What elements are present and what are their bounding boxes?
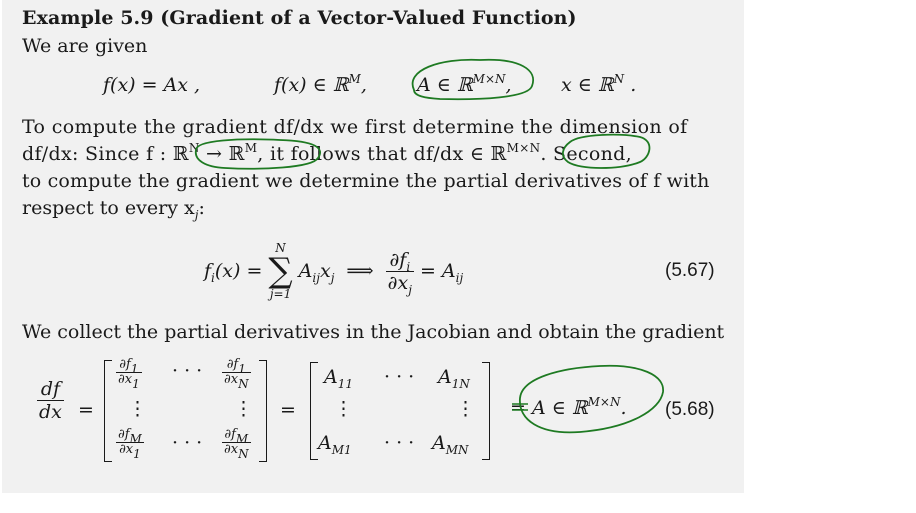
para1-line2: df/dx: Since f : ℝ$^N$ → ℝ$^M$, it follows that df/dx ∈ ℝ$^{M\times N}$. Second, (22, 141, 632, 165)
eq-number-568: (5.68) (665, 399, 715, 420)
eq1-x-in: x ∈ ℝ$^N$ . (561, 72, 637, 96)
sum-symbol: N ∑ j=1 (268, 241, 293, 301)
ink-circle-rn-to-rm (196, 139, 320, 168)
ink-circle-a-rmn-eq568 (520, 366, 663, 433)
eq2-body: $f_i(x)$ = N ∑ j=1 $A_{ij}x_j$ ⟹ $\frac{\partial f_i}{\partial x_j}$ = $A_{ij}$ (204, 241, 464, 301)
jacobian-df1-dxN: $\frac{\partial f_1}{\partial x_N}$ (224, 357, 249, 391)
para1-line3: to compute the gradient we determine the partial derivatives of f with (22, 170, 710, 192)
jacobian-dfM-dxN: $\frac{\partial f_M}{\partial x_N}$ (224, 427, 249, 461)
jacobian-df1-dx1: $\frac{\partial f_1}{\partial x_1}$ (118, 357, 140, 391)
para2-text: We collect the partial derivatives in the Jacobian and obtain the gradient (22, 321, 725, 343)
eq3-equals-2: = (280, 399, 296, 421)
eq3-lhs: $\frac{df}{dx}$ (39, 378, 62, 423)
intro-text: We are given (22, 35, 148, 57)
matrix-amn: $A_{MN}$ (432, 432, 469, 457)
eq1-f-in: f(x) ∈ ℝ$^M$, (274, 72, 367, 96)
matrix-am1: $A_{M1}$ (318, 432, 352, 457)
eq1-f-def: f(x) = Ax , (103, 74, 201, 96)
eq3-equals-1: = (78, 399, 94, 421)
eq-number-567: (5.67) (665, 260, 715, 281)
matrix-hdots-top: · · · (384, 366, 415, 388)
ink-circle-rmn-para (563, 135, 650, 168)
jacobian-hdots-bottom: · · · (172, 432, 203, 454)
jacobian-dfM-dx1: $\frac{\partial f_M}{\partial x_1}$ (118, 427, 142, 461)
para1-line1: To compute the gradient df/dx we first determine the dimension of (22, 116, 688, 138)
jacobian-hdots-top: · · · (172, 360, 203, 382)
eq3-rhs: = A ∈ ℝ$^{M\times N}$. (510, 395, 627, 419)
matrix-hdots-bottom: · · · (384, 432, 415, 454)
matrix-vdots-left: ⋮ (334, 398, 353, 420)
matrix-vdots-right: ⋮ (456, 398, 475, 420)
eq1-a-in: A ∈ ℝ$^{M\times N}$, (417, 72, 512, 96)
partial-fraction: $\frac{\partial f_i}{\partial x_j}$ (387, 248, 412, 297)
jacobian-vdots-left: ⋮ (128, 398, 147, 420)
para1-line4: respect to every $x_j$: (22, 197, 205, 222)
jacobian-vdots-right: ⋮ (234, 398, 253, 420)
example-title: Example 5.9 (Gradient of a Vector-Valued Function) (22, 7, 577, 29)
matrix-a11: $A_{11}$ (324, 366, 354, 391)
ink-circle-a-in-rmn (413, 60, 534, 99)
matrix-a1n: $A_{1N}$ (438, 366, 470, 391)
